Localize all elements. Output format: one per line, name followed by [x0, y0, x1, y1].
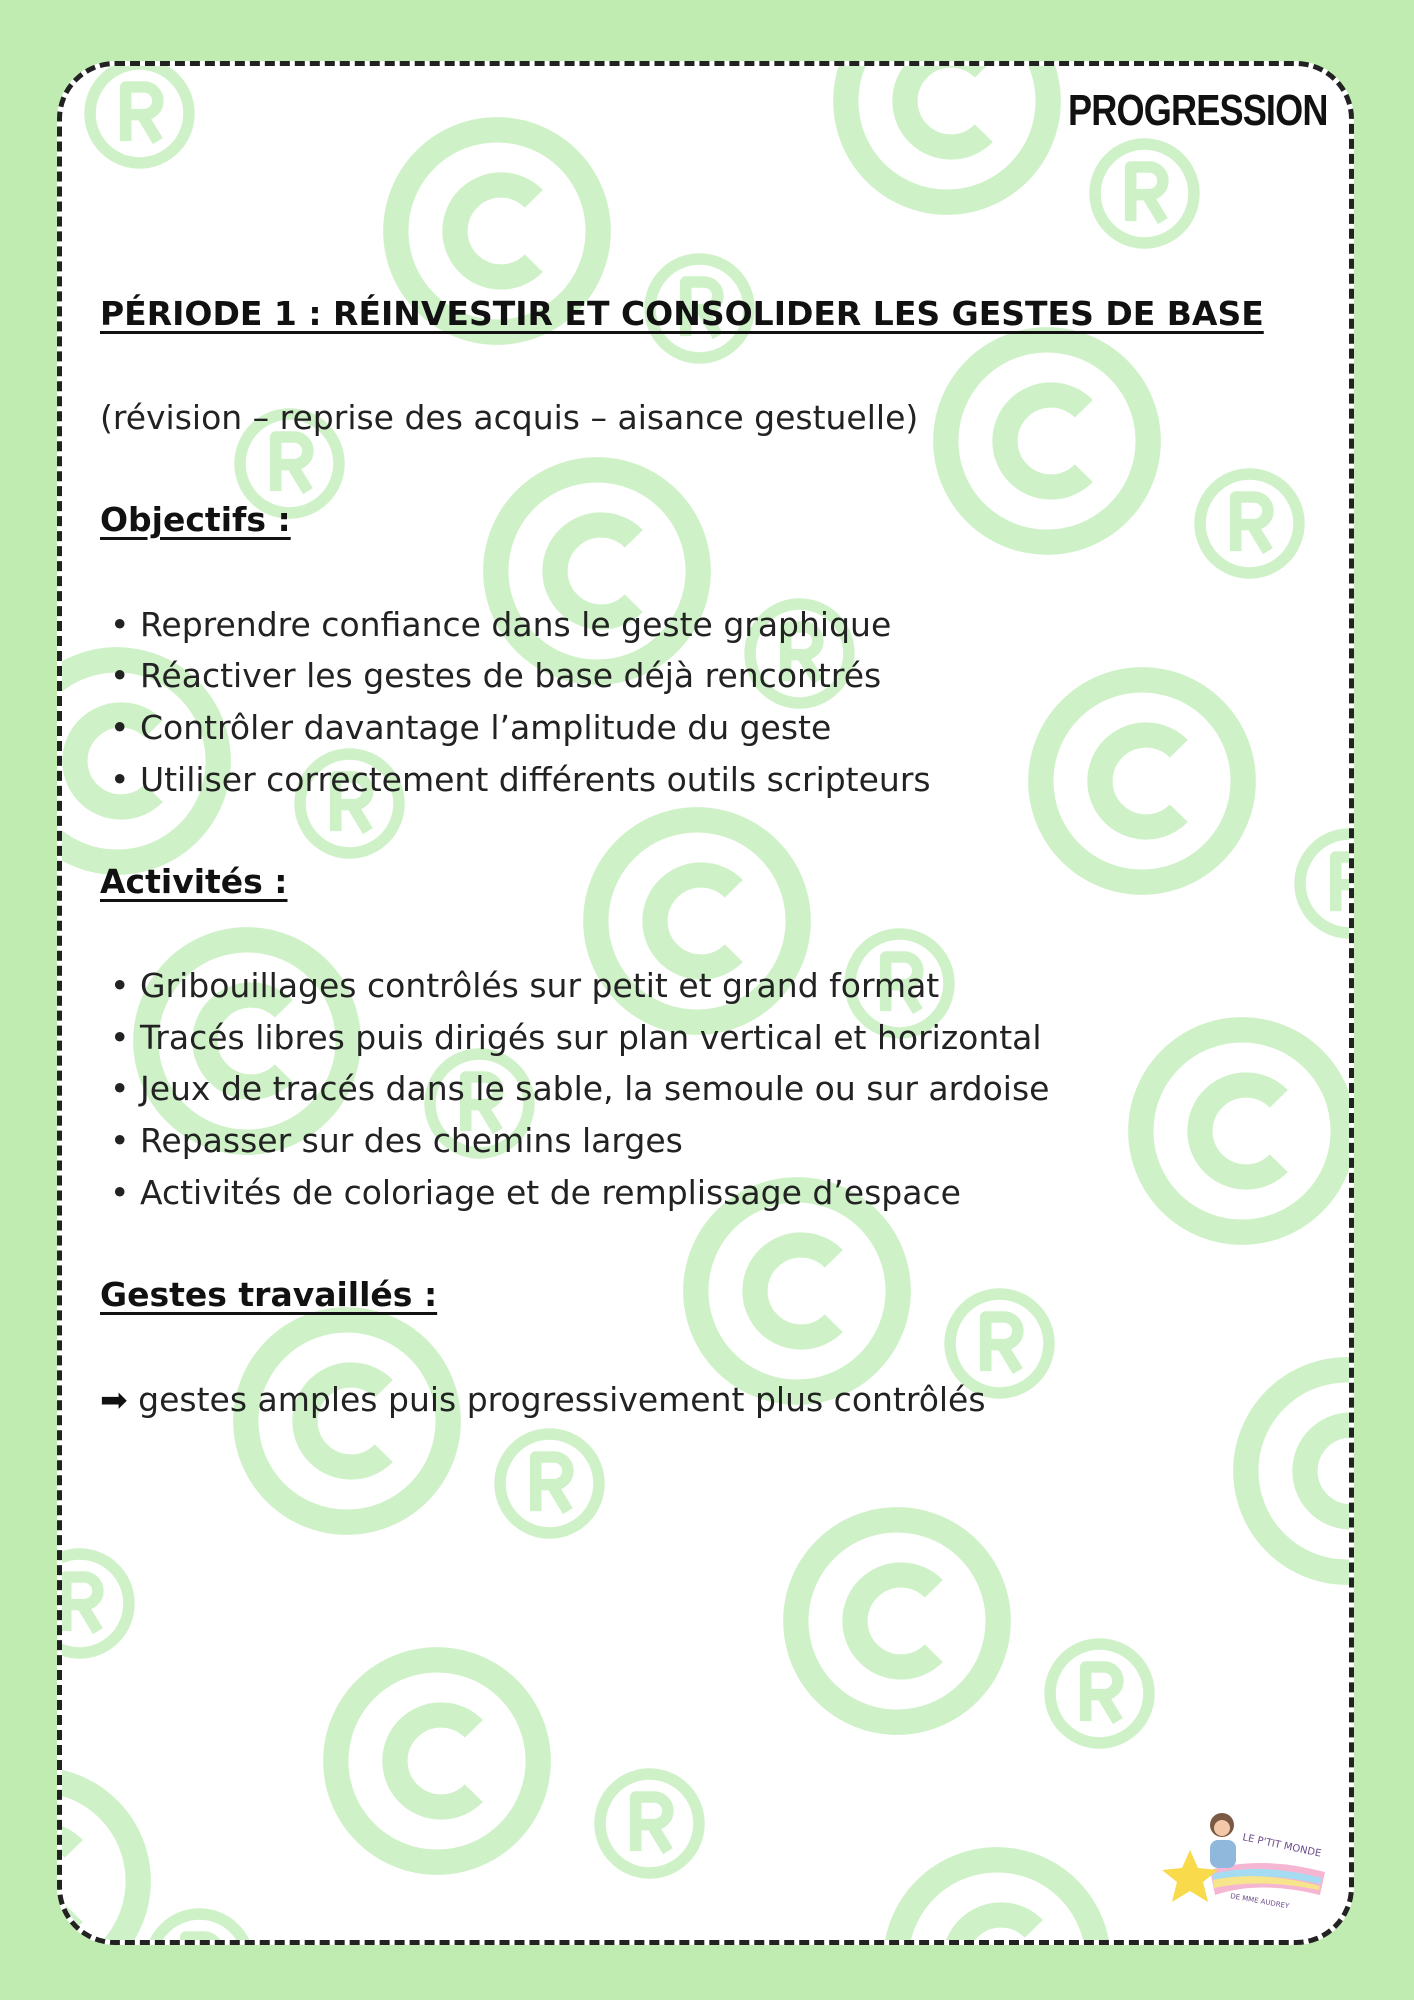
- period-subtitle: (révision – reprise des acquis – aisance gestuelle): [100, 398, 919, 437]
- copyright-watermark-icon: [1127, 1016, 1354, 1246]
- registered-watermark-icon: [1292, 826, 1354, 941]
- copyright-watermark-icon: [232, 1306, 462, 1536]
- period-heading: PÉRIODE 1 : RÉINVESTIR ET CONSOLIDER LES GESTES DE BASE: [100, 294, 1264, 333]
- copyright-watermark-icon: [1027, 666, 1257, 896]
- activity-item: • Tracés libres puis dirigés sur plan vertical et horizontal: [110, 1018, 1042, 1057]
- objective-item: • Contrôler davantage l’amplitude du geste: [110, 708, 832, 747]
- objective-item: • Réactiver les gestes de base déjà rencontrés: [110, 656, 882, 695]
- activity-item: • Gribouillages contrôlés sur petit et grand format: [110, 966, 940, 1005]
- copyright-watermark-icon: [1232, 1356, 1354, 1586]
- registered-watermark-icon: [82, 61, 197, 171]
- activity-item: • Jeux de tracés dans le sable, la semoule ou sur ardoise: [110, 1069, 1050, 1108]
- logo-line1: LE P'TIT MONDE: [1241, 1832, 1323, 1860]
- arrow-right-icon: ➡: [100, 1380, 128, 1419]
- registered-watermark-icon: [492, 1426, 607, 1541]
- copyright-watermark-icon: [57, 1766, 152, 1945]
- registered-watermark-icon: [57, 1546, 137, 1661]
- registered-watermark-icon: [1042, 1636, 1157, 1751]
- registered-watermark-icon: [1087, 136, 1202, 251]
- copyright-watermark-icon: [932, 326, 1162, 556]
- copyright-watermark-icon: [782, 1506, 1012, 1736]
- activities-heading: Activités :: [100, 862, 288, 901]
- page-title: PROGRESSION: [1068, 86, 1328, 135]
- gestures-heading: Gestes travaillés :: [100, 1275, 438, 1314]
- registered-watermark-icon: [1192, 466, 1307, 581]
- brand-logo: [1160, 1800, 1330, 1910]
- objective-item: • Reprendre confiance dans le geste graphique: [110, 605, 892, 644]
- copyright-watermark-icon: [482, 456, 712, 686]
- copyright-watermark-icon: [322, 1646, 552, 1876]
- registered-watermark-icon: [142, 1906, 257, 1945]
- objectives-heading: Objectifs :: [100, 500, 291, 539]
- objective-item: • Utiliser correctement différents outils scripteurs: [110, 760, 931, 799]
- logo-line2: DE MME AUDREY: [1229, 1892, 1290, 1910]
- gestures-text: ➡ gestes amples puis progressivement plus contrôlés: [100, 1380, 986, 1419]
- copyright-watermark-icon: [832, 61, 1062, 216]
- activity-item: • Activités de coloriage et de remplissage d’espace: [110, 1173, 961, 1212]
- registered-watermark-icon: [592, 1766, 707, 1881]
- copyright-watermark-icon: [882, 1846, 1112, 1945]
- activity-item: • Repasser sur des chemins larges: [110, 1121, 683, 1160]
